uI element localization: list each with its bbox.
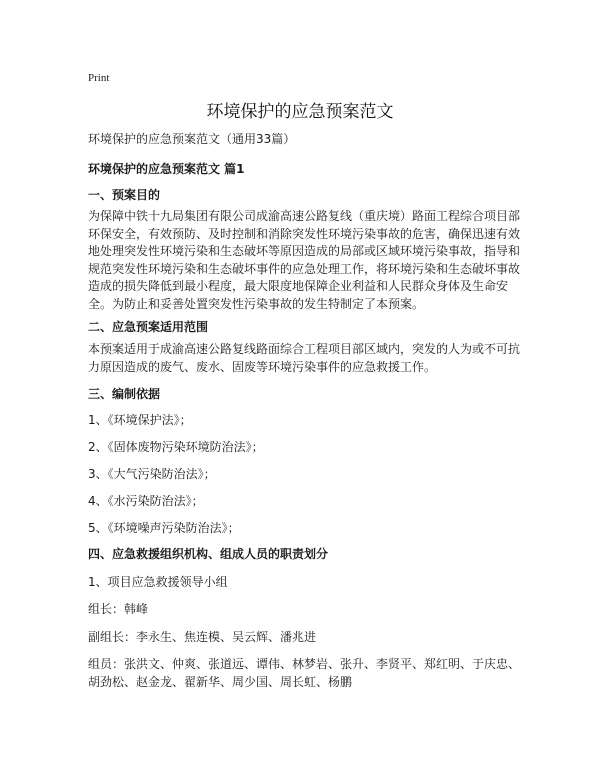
section-body-scope: 本预案适用于成渝高速公路复线路面综合工程项目部区域内，突发的人为或不可抗力原因造成的废气、废水、固废等环境污染事件的应急救援工作。 [88,342,521,374]
section-body-purpose: 为保障中铁十九局集团有限公司成渝高速公路复线（重庆境）路面工程综合项目部环保安全，有效预防、及时控制和消除突发性环境污染事故的危害，确保迅速有效地处理突发性环境污染和生态破坏等原因造成的局部或区域环境污染事故，指导和规范突发性环境污染和生态破坏事件的应急处理工作，将环境污染和生态破坏事故造成的损失降低到最小程度，最大限度地保障企业利益和人民群众身体及生命安全。为防止和妥善处置突发性污染事故的发生特制定了本预案。 [88,209,521,311]
leader-line: 组长：韩峰 [88,602,149,616]
law-item: 1、《环境保护法》； [88,413,192,427]
article-title: 环境保护的应急预案范文 篇1 [88,162,245,176]
section-heading-organization: 四、应急救援组织机构、组成人员的职责划分 [88,547,329,561]
law-item: 2、《固体废物污染环境防治法》； [88,440,264,454]
section-heading-basis: 三、编制依据 [88,387,161,401]
subsection-heading: 1、项目应急救援领导小组 [88,575,228,589]
deputy-line: 副组长：李永生、焦连模、吴云辉、潘兆进 [88,630,317,644]
law-item: 4、《水污染防治法》； [88,494,204,508]
law-item: 5、《环境噪声污染防治法》； [88,521,240,535]
section-heading-scope: 二、应急预案适用范围 [88,320,209,334]
members-line: 组员：张洪文、仲爽、张道远、谭伟、林梦岩、张升、李贤平、郑红明、于庆忠、胡劲松、赵金龙、翟新华、周少国、周长虹、杨鹏 [88,657,521,689]
subtitle: 环境保护的应急预案范文（通用33篇） [88,132,296,146]
print-label[interactable]: Print [88,72,110,84]
law-item: 3、《大气污染防治法》； [88,467,216,481]
page-title: 环境保护的应急预案范文 [206,102,394,122]
section-heading-purpose: 一、预案目的 [88,188,161,202]
